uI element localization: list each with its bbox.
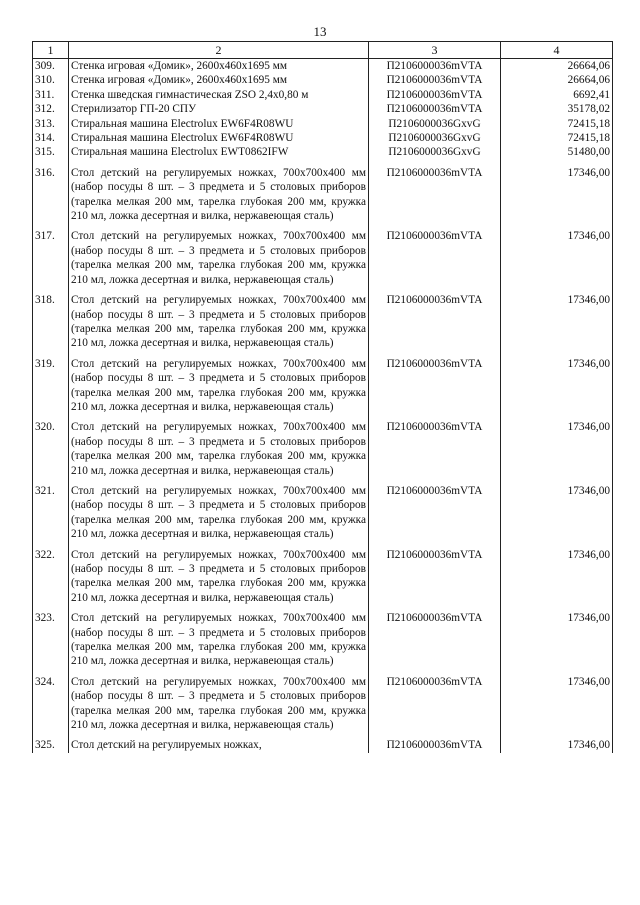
table-row xyxy=(33,420,613,484)
row-number: 318. xyxy=(33,293,69,357)
row-price: 17346,00 xyxy=(501,293,613,357)
row-number: 315. xyxy=(33,145,69,165)
row-description: Стол детский на регулируемых ножках, xyxy=(69,738,369,752)
row-number: 310. xyxy=(33,73,69,87)
row-description: Стол детский на регулируемых ножках, 700х700х400 мм (набор посуды 8 шт. – 3 предмета и 5 столовых приборов (тарелка мелкая 200 мм, тарелка глубокая 200 мм, кружка 210 мл, ложка десертная и вилка, нержавеющая сталь) xyxy=(69,293,369,357)
row-price: 17346,00 xyxy=(501,548,613,612)
table-header-row xyxy=(33,42,613,59)
row-number: 309. xyxy=(33,59,69,74)
column-header-price: 4 xyxy=(501,42,613,59)
table-row xyxy=(33,59,613,74)
row-price: 26664,06 xyxy=(501,73,613,87)
row-price: 51480,00 xyxy=(501,145,613,165)
row-inventory-code: П2106000036mVTA xyxy=(369,420,501,484)
table-row xyxy=(33,166,613,230)
row-number: 316. xyxy=(33,166,69,230)
row-inventory-code: П2106000036mVTA xyxy=(369,229,501,293)
table-row xyxy=(33,611,613,675)
row-number: 311. xyxy=(33,88,69,102)
row-price: 17346,00 xyxy=(501,229,613,293)
row-number: 323. xyxy=(33,611,69,675)
column-header-number: 1 xyxy=(33,42,69,59)
row-price: 17346,00 xyxy=(501,420,613,484)
row-inventory-code: П2106000036mVTA xyxy=(369,102,501,116)
row-price: 17346,00 xyxy=(501,357,613,421)
row-inventory-code: П2106000036mVTA xyxy=(369,59,501,74)
row-inventory-code: П2106000036mVTA xyxy=(369,738,501,752)
table-row xyxy=(33,117,613,131)
row-number: 317. xyxy=(33,229,69,293)
row-inventory-code: П2106000036mVTA xyxy=(369,675,501,739)
table-row xyxy=(33,73,613,87)
row-price: 17346,00 xyxy=(501,675,613,739)
table-row xyxy=(33,675,613,739)
table-row xyxy=(33,88,613,102)
row-price: 26664,06 xyxy=(501,59,613,74)
table-row xyxy=(33,357,613,421)
row-description: Стиральная машина Electrolux EW6F4R08WU xyxy=(69,117,369,131)
row-price: 35178,02 xyxy=(501,102,613,116)
row-inventory-code: П2106000036mVTA xyxy=(369,611,501,675)
row-price: 72415,18 xyxy=(501,131,613,145)
row-description: Стол детский на регулируемых ножках, 700х700х400 мм (набор посуды 8 шт. – 3 предмета и 5 столовых приборов (тарелка мелкая 200 мм, тарелка глубокая 200 мм, кружка 210 мл, ложка десертная и вилка, нержавеющая сталь) xyxy=(69,420,369,484)
row-number: 313. xyxy=(33,117,69,131)
row-number: 312. xyxy=(33,102,69,116)
table-row xyxy=(33,102,613,116)
table-row xyxy=(33,738,613,752)
column-header-code: 3 xyxy=(369,42,501,59)
row-inventory-code: П2106000036mVTA xyxy=(369,166,501,230)
row-number: 314. xyxy=(33,131,69,145)
row-price: 17346,00 xyxy=(501,611,613,675)
row-number: 319. xyxy=(33,357,69,421)
row-inventory-code: П2106000036mVTA xyxy=(369,548,501,612)
row-inventory-code: П2106000036mVTA xyxy=(369,357,501,421)
property-table xyxy=(32,41,613,753)
row-number: 325. xyxy=(33,738,69,752)
page-number: 13 xyxy=(313,24,327,39)
row-number: 321. xyxy=(33,484,69,548)
row-description: Стол детский на регулируемых ножках, 700х700х400 мм (набор посуды 8 шт. – 3 предмета и 5 столовых приборов (тарелка мелкая 200 мм, тарелка глубокая 200 мм, кружка 210 мл, ложка десертная и вилка, нержавеющая сталь) xyxy=(69,484,369,548)
row-number: 322. xyxy=(33,548,69,612)
row-inventory-code: П2106000036mVTA xyxy=(369,484,501,548)
row-description: Стиральная машина Electrolux EW6F4R08WU xyxy=(69,131,369,145)
row-inventory-code: П2106000036mVTA xyxy=(369,73,501,87)
row-number: 320. xyxy=(33,420,69,484)
row-description: Стол детский на регулируемых ножках, 700х700х400 мм (набор посуды 8 шт. – 3 предмета и 5 столовых приборов (тарелка мелкая 200 мм, тарелка глубокая 200 мм, кружка 210 мл, ложка десертная и вилка, нержавеющая сталь) xyxy=(69,357,369,421)
row-description: Стол детский на регулируемых ножках, 700х700х400 мм (набор посуды 8 шт. – 3 предмета и 5 столовых приборов (тарелка мелкая 200 мм, тарелка глубокая 200 мм, кружка 210 мл, ложка десертная и вилка, нержавеющая сталь) xyxy=(69,229,369,293)
column-header-description: 2 xyxy=(69,42,369,59)
row-description: Стол детский на регулируемых ножках, 700х700х400 мм (набор посуды 8 шт. – 3 предмета и 5 столовых приборов (тарелка мелкая 200 мм, тарелка глубокая 200 мм, кружка 210 мл, ложка десертная и вилка, нержавеющая сталь) xyxy=(69,675,369,739)
table-row xyxy=(33,131,613,145)
row-description: Стол детский на регулируемых ножках, 700х700х400 мм (набор посуды 8 шт. – 3 предмета и 5 столовых приборов (тарелка мелкая 200 мм, тарелка глубокая 200 мм, кружка 210 мл, ложка десертная и вилка, нержавеющая сталь) xyxy=(69,611,369,675)
row-description: Стерилизатор ГП-20 СПУ xyxy=(69,102,369,116)
row-description: Стол детский на регулируемых ножках, 700х700х400 мм (набор посуды 8 шт. – 3 предмета и 5 столовых приборов (тарелка мелкая 200 мм, тарелка глубокая 200 мм, кружка 210 мл, ложка десертная и вилка, нержавеющая сталь) xyxy=(69,166,369,230)
row-description: Стенка игровая «Домик», 2600х460х1695 мм xyxy=(69,73,369,87)
row-inventory-code: П2106000036GxvG xyxy=(369,145,501,165)
row-price: 17346,00 xyxy=(501,738,613,752)
row-price: 17346,00 xyxy=(501,484,613,548)
table-row xyxy=(33,293,613,357)
row-inventory-code: П2106000036GxvG xyxy=(369,131,501,145)
row-description: Стол детский на регулируемых ножках, 700х700х400 мм (набор посуды 8 шт. – 3 предмета и 5 столовых приборов (тарелка мелкая 200 мм, тарелка глубокая 200 мм, кружка 210 мл, ложка десертная и вилка, нержавеющая сталь) xyxy=(69,548,369,612)
row-price: 6692,41 xyxy=(501,88,613,102)
row-price: 72415,18 xyxy=(501,117,613,131)
row-inventory-code: П2106000036mVTA xyxy=(369,293,501,357)
row-description: Стенка игровая «Домик», 2600х460х1695 мм xyxy=(69,59,369,74)
table-row xyxy=(33,145,613,165)
row-inventory-code: П2106000036GxvG xyxy=(369,117,501,131)
row-description: Стиральная машина Electrolux EWT0862IFW xyxy=(69,145,369,165)
table-row xyxy=(33,548,613,612)
table-row xyxy=(33,229,613,293)
row-inventory-code: П2106000036mVTA xyxy=(369,88,501,102)
table-body xyxy=(33,59,613,753)
row-description: Стенка шведская гимнастическая ZSO 2,4х0,80 м xyxy=(69,88,369,102)
table-row xyxy=(33,484,613,548)
row-number: 324. xyxy=(33,675,69,739)
row-price: 17346,00 xyxy=(501,166,613,230)
